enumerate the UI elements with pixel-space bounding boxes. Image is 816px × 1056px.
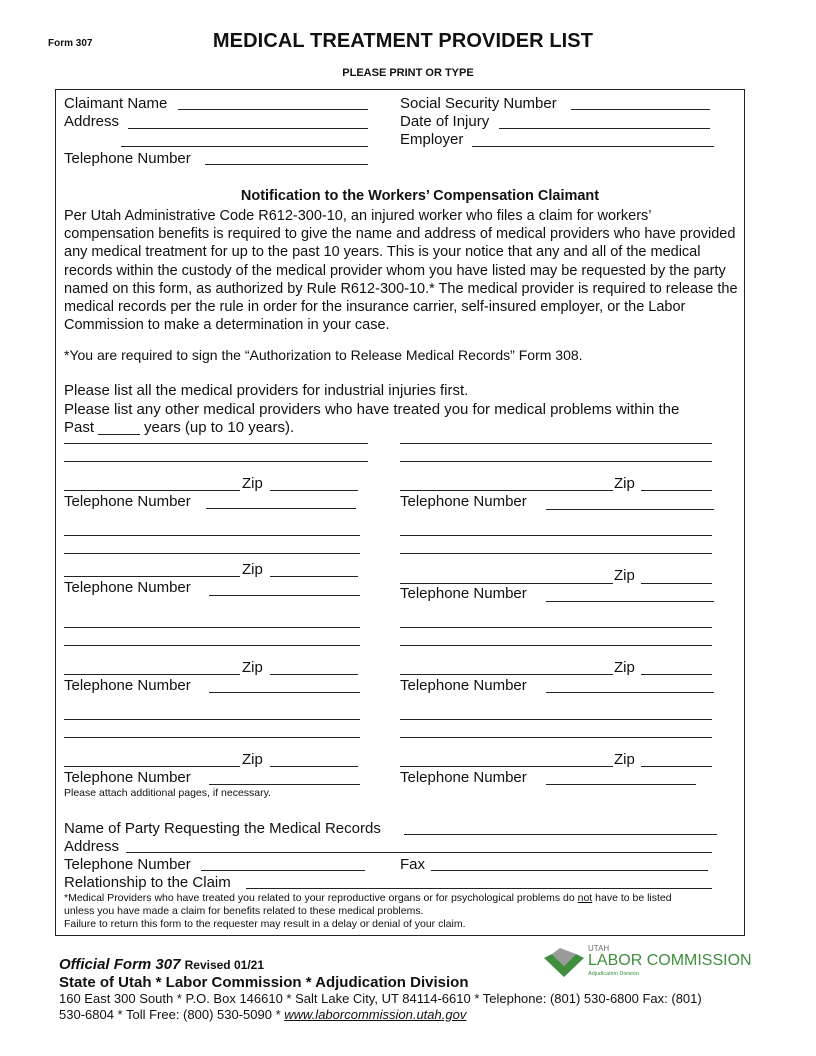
provider-6-zip-field[interactable] [641,674,712,675]
ssn-field[interactable] [571,109,710,110]
provider-5-city-field[interactable] [64,674,240,675]
claimant-telephone-label: Telephone Number [64,150,191,167]
labor-commission-logo [542,944,752,980]
provider-7-address-field[interactable] [64,737,360,738]
requester-name-label: Name of Party Requesting the Medical Records [64,820,381,837]
provider-3-zip-label: Zip [242,561,263,578]
failure-to-return-note: Failure to return this form to the requester may result in a delay or denial of your claim. [64,918,466,930]
provider-1-zip-field[interactable] [270,490,358,491]
provider-1-city-field[interactable] [64,490,240,491]
provider-8-telephone-label: Telephone Number [400,769,527,786]
provider-2-telephone-label: Telephone Number [400,493,527,510]
ssn-label: Social Security Number [400,95,557,112]
claimant-address-field-1[interactable] [128,128,368,129]
requester-telephone-field[interactable] [201,870,365,871]
provider-7-telephone-label: Telephone Number [64,769,191,786]
official-form-title: Official Form 307 Revised 01/21 [59,956,264,973]
claimant-name-field[interactable] [178,109,368,110]
provider-1-address-field[interactable] [64,461,368,462]
provider-6-telephone-field[interactable] [546,692,714,693]
instruction-industrial: Please list all the medical providers for industrial injuries first. [64,382,469,399]
provider-6-address-field[interactable] [400,645,712,646]
provider-8-zip-field[interactable] [641,766,712,767]
provider-2-city-field[interactable] [400,490,613,491]
provider-2-zip-field[interactable] [641,490,712,491]
requester-name-field[interactable] [404,834,717,835]
employer-field[interactable] [472,146,714,147]
notification-heading: Notification to the Workers’ Compensation Claimant [240,188,600,204]
organization-line: State of Utah * Labor Commission * Adjudication Division [59,974,469,991]
provider-7-telephone-field[interactable] [209,784,360,785]
notification-body: Per Utah Administrative Code R612-300-10, an injured worker who files a claim for workers’ compensation benefits is required to give the name and address of medical providers who have provided any medical treatment for up to the past 10 years. This is your notice that any and all of the medical records within the custody of the medical provider whom you have listed may be requested by the party named on this form, as authorized by Rule R612-300-10.* The medical provider is required to release the medical records per the rule in order for the insurance carrier, self-insured employer, or the Labor Commission to make a determination in your case. [64,208,738,334]
date-of-injury-label: Date of Injury [400,113,490,130]
claimant-address-label: Address [64,113,120,130]
print-instruction: PLEASE PRINT OR TYPE [342,67,474,79]
provider-4-zip-field[interactable] [641,583,712,584]
provider-8-name-field[interactable] [400,719,712,720]
attach-pages-note: Please attach additional pages, if necessary. [64,787,272,799]
date-of-injury-field[interactable] [499,128,710,129]
provider-2-zip-label: Zip [614,475,635,492]
provider-1-zip-label: Zip [242,475,263,492]
provider-8-address-field[interactable] [400,737,712,738]
requester-address-label: Address [64,838,120,855]
revision-date: Revised 01/21 [184,958,264,972]
address-line-2: 530-6804 * Toll Free: (800) 530-5090 * www.laborcommission.utah.gov [59,1007,467,1022]
provider-3-name-field[interactable] [64,535,360,536]
provider-5-zip-label: Zip [242,659,263,676]
provider-3-telephone-field[interactable] [209,595,360,596]
instruction-past-years: Past _____ years (up to 10 years). [64,419,295,436]
provider-4-address-field[interactable] [400,553,712,554]
provider-8-zip-label: Zip [614,751,635,768]
provider-6-name-field[interactable] [400,627,712,628]
instruction-other-providers: Please list any other medical providers who have treated you for medical problems within the [64,401,680,418]
medical-providers-exception-note: *Medical Providers who have treated you related to your reproductive organs or for psychological problems do not have to be listed [64,892,672,904]
address-line-1: 160 East 300 South * P.O. Box 146610 * Salt Lake City, UT 84114-6610 * Telephone: (801) 530-6800 Fax: (801) [59,991,702,1006]
chevron-logo-icon [542,946,586,980]
provider-6-zip-label: Zip [614,659,635,676]
provider-6-telephone-label: Telephone Number [400,677,527,694]
provider-3-address-field[interactable] [64,553,360,554]
provider-8-telephone-field[interactable] [546,784,696,785]
provider-5-telephone-field[interactable] [209,692,360,693]
provider-4-city-field[interactable] [400,583,613,584]
page-title: MEDICAL TREATMENT PROVIDER LIST [212,30,594,52]
form-number: Form 307 [48,38,93,49]
provider-7-city-field[interactable] [64,766,240,767]
provider-2-name-field[interactable] [400,443,712,444]
provider-3-telephone-label: Telephone Number [64,579,191,596]
logo-division: Adjudication Division [588,971,639,977]
provider-5-name-field[interactable] [64,627,360,628]
provider-5-zip-field[interactable] [270,674,358,675]
requester-fax-field[interactable] [431,870,708,871]
relationship-label: Relationship to the Claim [64,874,231,891]
provider-2-address-field[interactable] [400,461,712,462]
provider-4-telephone-label: Telephone Number [400,585,527,602]
signature-note: *You are required to sign the “Authorization to Release Medical Records” Form 308. [64,347,583,363]
provider-8-city-field[interactable] [400,766,613,767]
provider-6-city-field[interactable] [400,674,613,675]
requester-telephone-label: Telephone Number [64,856,191,873]
relationship-field[interactable] [246,888,712,889]
logo-labor-commission: LABOR COMMISSION [588,952,752,969]
claimant-telephone-field[interactable] [205,164,368,165]
provider-4-name-field[interactable] [400,535,712,536]
claimant-name-label: Claimant Name [64,95,168,112]
provider-1-telephone-field[interactable] [206,508,356,509]
provider-4-telephone-field[interactable] [546,601,714,602]
provider-7-zip-label: Zip [242,751,263,768]
employer-label: Employer [400,131,464,148]
provider-3-zip-field[interactable] [270,576,358,577]
provider-1-name-field[interactable] [64,443,368,444]
logo-utah: UTAH [588,944,610,953]
provider-5-telephone-label: Telephone Number [64,677,191,694]
medical-providers-exception-note-cont: unless you have made a claim for benefits related to these medical problems. [64,905,424,917]
claimant-address-field-2[interactable] [121,146,368,147]
provider-4-zip-label: Zip [614,567,635,584]
provider-3-city-field[interactable] [64,576,240,577]
provider-7-name-field[interactable] [64,719,360,720]
provider-2-telephone-field[interactable] [546,509,714,510]
provider-7-zip-field[interactable] [270,766,358,767]
requester-fax-label: Fax [400,856,426,873]
website-link[interactable]: www.laborcommission.utah.gov [284,1007,467,1022]
requester-address-field[interactable] [126,852,712,853]
provider-5-address-field[interactable] [64,645,360,646]
provider-1-telephone-label: Telephone Number [64,493,191,510]
